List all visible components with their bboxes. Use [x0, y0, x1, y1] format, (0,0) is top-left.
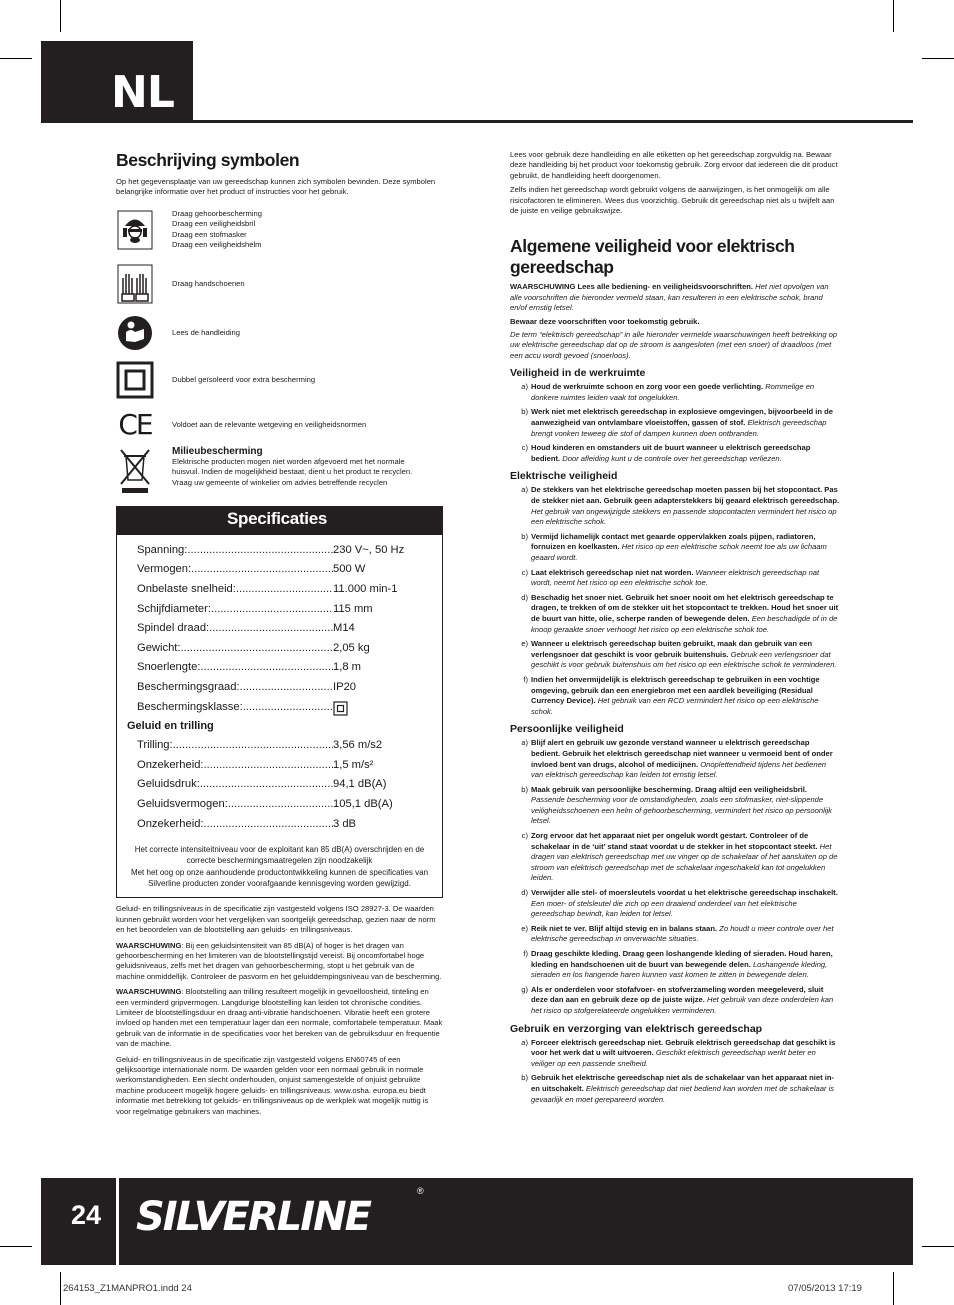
noise-note-2: Geluid- en trillingsniveaus in de specificatie zijn vastgesteld volgens EN60745 of een gelijksoortige internationale norm. De waarden gelden voor een normaal gebruik in normale werkomstandigheden. Een slecht onderhouden, onjuist samengestelde of onjuist gebruikte machine produceert mogelijk hogere geluids- en trillingsniveaus. www.osha. europa.eu biedt informatie met betrekking tot geluids- en trillingsniveaus op de werkplek wat mogelijk nuttig is voor regelmatige gebruikers van machines.	[116, 1054, 429, 1116]
item-bold: Reik niet te ver. Blijf altijd stevig en in balans staan.	[531, 923, 718, 933]
intro-paragraph: Zelfs indien het gereedschap wordt gebruikt volgens de aanwijzingen, is het onmogelijk om alle risicofactoren te elimineren. Wees dus voorzichtig. Gebruik dit gereedschap niet als u twijfelt aan de juiste en veilige gebruikswijze.	[510, 185, 835, 216]
section-title: Veiligheid in de werkruimte	[510, 367, 646, 380]
crop-mark	[922, 1246, 954, 1247]
symbols-intro: Op het gegevensplaatje van uw gereedschap kunnen zich symbolen bevinden. Deze symbolen belangrijke informatie over het product of instructies voor het gebruik.	[116, 177, 436, 197]
item-bold: Indien het onvermijdelijk is elektrisch gereedschap te gebruiken in een vochtige omgeving, gebruik dan een energiebron met een aardlek beveiliging (Residual Currency Device).	[531, 674, 820, 706]
spec-value: M14	[333, 622, 355, 635]
safety-item	[510, 485, 840, 527]
item-italic: Een beschadigde of in de knoop geraakte snoer verhoogt het risico op een elektrische schok toe.	[531, 613, 838, 634]
spec-label: Beschermingsgraad: .....	[137, 678, 333, 698]
item-body	[531, 924, 840, 945]
item-italic: Het gebruik van een RCD vermindert het risico op een elektrische schok.	[531, 696, 819, 716]
item-key: f)	[523, 674, 528, 684]
safety-item	[510, 924, 840, 945]
spec-label: Schijfdiameter: .....	[137, 600, 333, 620]
item-bold: De stekkers van het elektrische gereedschap moeten passen bij het stopcontact. Pas de stekker niet aan. Gebruik geen adapterstekkers bij geaard elektrisch gereedschap.	[531, 485, 840, 506]
item-italic: Een moer- of stelsleutel die zich op een draaiend onderdeel van het elektrische gereedschap bevindt, kan leiden tot letsel.	[531, 898, 797, 919]
spec-value: 1,5 m/s²	[333, 758, 374, 771]
spec-label: Onbelaste snelheid: .....	[137, 580, 333, 600]
item-body	[531, 738, 840, 780]
section-title: Elektrische veiligheid	[510, 470, 618, 483]
item-bold: Houd kinderen en omstanders uit de buurt wanneer u elektrisch gereedschap bedient.	[531, 443, 811, 463]
spec-row	[117, 580, 442, 600]
item-bold: Als er onderdelen voor stofafvoer- en stofverzameling worden meegeleverd, sluit deze dan aan en gebruik deze op de juiste wijze.	[531, 984, 824, 1005]
ppe-line: Draag een stofmasker	[172, 229, 247, 239]
item-key: b)	[521, 1073, 528, 1083]
ppe-line: Draag gehoorbescherming	[172, 209, 262, 218]
safety-item	[510, 382, 840, 403]
item-italic: Het dragen van elektrisch gereedschap met uw vinger op de schakelaar of het aansluiten op de stroom van elektrisch gereedschap met de schakelaar ingeschakeld kan tot ongelukken leiden.	[531, 841, 838, 883]
item-body	[531, 382, 840, 403]
symbols-title: Beschrijving symbolen	[116, 150, 300, 170]
general-safety-title: Algemene veiligheid voor elektrisch gereedschap	[510, 236, 795, 278]
safety-sections	[510, 367, 840, 1105]
item-bold: Forceer elektrisch gereedschap niet. Gebruik elektrisch gereedschap dat geschikt is voor het werk dat u wilt uitvoeren.	[531, 1037, 836, 1058]
item-key: a)	[521, 1037, 528, 1047]
spec-row	[117, 698, 442, 718]
warning-paragraph	[510, 282, 840, 313]
crop-mark	[0, 1246, 32, 1247]
spec-label: Geluidsvermogen: .....	[137, 795, 333, 815]
spec-row	[117, 736, 442, 756]
ce-text: Voldoet aan de relevante wetgeving en veiligheidsnormen	[172, 419, 367, 429]
spec-label: Beschermingsklasse: .....	[137, 698, 333, 718]
gloves-icon	[116, 265, 154, 303]
item-body	[531, 1073, 840, 1105]
item-body	[531, 785, 840, 827]
ppe-icon	[116, 211, 154, 249]
item-body	[531, 639, 840, 671]
noise-note-1: Geluid- en trillingsniveaus in de specificatie zijn vastgesteld volgens ISO 28927-3. De waarden kunnen gebruikt worden voor het vergelijken van soortgelijk gereedschap, gezien naar de norm en het beoordelen van de blootstelling aan geluids- en trillingsniveaus.	[116, 904, 436, 935]
section-title: Gebruik en verzorging van elektrisch gereedschap	[510, 1022, 763, 1035]
vibration-warning	[116, 987, 443, 1049]
item-italic: Door afleiding kunt u de controle over het gereedschap verliezen.	[560, 453, 782, 463]
ppe-line: Draag een veiligheidsbril	[172, 219, 256, 229]
item-body	[531, 985, 840, 1017]
safety-item	[510, 443, 840, 464]
specifications-title: Specificaties	[117, 507, 442, 535]
weee-bin-icon	[116, 446, 154, 494]
spec-label: Spanning: .....	[137, 541, 333, 561]
spec-value: 1,8 m	[333, 661, 361, 674]
spec-row	[117, 678, 442, 698]
double-insulated-icon	[116, 361, 154, 399]
warning-italic: Het niet opvolgen van alle voorschriften die hieronder vermeld staan, kan resulteren in een elektrische schok, brand en/of ernstig letsel.	[510, 282, 829, 313]
safety-item	[510, 785, 840, 827]
spec-row	[117, 795, 442, 815]
crop-mark	[922, 58, 954, 59]
intro-paragraph: Lees voor gebruik deze handleiding en alle etiketten op het gereedschap zorgvuldig na. Bewaar deze handleiding bij het product voor toekomstig gebruik. Zorg ervoor dat iedereen die dit product gebruikt, de handleiding heeft doorgenomen.	[510, 150, 838, 180]
spec-row	[117, 619, 442, 639]
weee-text: Elektrische producten mogen niet worden afgevoerd met het normale huisvuil. Indien de mogelijkheid bestaat, dient u het product te recyclen. Vraag uw gemeente of winkelier om advies betreffende recyclen	[172, 456, 413, 487]
spec-label: Vermogen: .....	[137, 560, 333, 580]
item-key: a)	[521, 485, 528, 495]
spec-note: Het correcte intensiteitniveau voor de exploitant kan 85 dB(A) overschrijden en de correcte beschermingsmaatregelen zijn noodzakelijk Met het oog op onze aanhoudende productontwikkeling kunnen de specificaties van Silverline producten zonder voorafgaande kennisgeving worden gewijzigd.	[130, 845, 429, 889]
item-italic: Onoplettendheid tijdens het bedienen van elektrisch gereedschap kan leiden tot ernstig letsel.	[531, 759, 827, 780]
item-body	[531, 443, 840, 464]
right-column	[510, 150, 840, 1109]
item-body	[531, 949, 840, 981]
warning-label: WAARSCHUWING	[116, 987, 182, 997]
item-italic: Rommelige en donkere ruimtes leiden vaak tot ongelukken.	[531, 382, 815, 402]
item-italic: Wanneer elektrisch gereedschap nat wordt, neemt het risico op een elektrische schok toe.	[531, 567, 820, 588]
item-italic: Elektrisch gereedschap brengt vonken teweeg die stof of dampen kunnen doen ontbranden.	[531, 418, 827, 438]
manual-text: Lees de handleiding	[172, 327, 240, 337]
item-key: c)	[521, 567, 528, 577]
item-key: a)	[521, 382, 528, 392]
item-italic: Passende bescherming voor de omstandigheden, zoals een stofmasker, niet-slippende veiligheidsschoenen een helm of gehoorbescherming, vermindert het risico op persoonlijk letsel.	[531, 795, 832, 826]
keep-instructions: Bewaar deze voorschriften voor toekomstig gebruik.	[510, 316, 700, 326]
safety-item	[510, 888, 840, 920]
item-bold: Vermijd lichamelijk contact met geaarde oppervlakken zoals pijpen, radiatoren, fornuizen en koelkasten.	[531, 531, 816, 552]
class-ii-icon	[333, 701, 348, 716]
safety-item	[510, 1073, 840, 1105]
item-bold: Houd de werkruimte schoon en zorg voor een goede verlichting.	[531, 382, 764, 392]
item-body	[531, 888, 840, 920]
spec-value: IP20	[333, 680, 357, 693]
language-tab: NL	[41, 41, 193, 123]
specifications-box	[116, 506, 443, 899]
ppe-line: Draag een veiligheidshelm	[172, 240, 262, 250]
item-key: c)	[521, 443, 528, 453]
warning-text: : Bij een geluidsintensiteit van 85 dB(A) of hoger is het dragen van gehoorbescherming en het limiteren van de blootstellingstijd vereist. Bij oncomfortabel hoge geluidsniveaus, zelfs met het dragen van gehoorbescherming, stopt u het gebruik van de machine onmiddellijk. Controleer de pasvorm en het geluiddempingsniveau van de bescherming.	[116, 940, 442, 981]
item-italic: Loshangende kleding, sieraden en los hangende haren kunnen vast komen te zitten in bewegende delen.	[531, 959, 828, 980]
item-bold: Wanneer u elektrisch gereedschap buiten gebruikt, maak dan gebruik van een verlengsnoer dat geschikt is voor gebruik buitenshuis.	[531, 639, 813, 659]
spec-value: 3 dB	[333, 817, 357, 830]
item-body	[531, 532, 840, 564]
page-number: 24	[71, 1200, 102, 1230]
crop-mark	[0, 58, 32, 59]
item-italic: Het risico op een elektrische schok neemt toe als uw lichaam geaard wordt.	[531, 542, 827, 562]
double-insulated-text: Dubbel geïsoleerd voor extra bescherming	[172, 374, 316, 384]
slug-file: 264153_Z1MANPRO1.indd 24	[63, 1283, 192, 1294]
item-italic: Geschikt elektrisch gereedschap werkt beter en veiliger op een passende snelheid.	[531, 1048, 816, 1068]
crop-mark	[893, 1272, 894, 1305]
symbol-weee	[116, 446, 443, 494]
crop-mark	[60, 1272, 61, 1305]
weee-title: Milieubescherming	[172, 445, 263, 457]
item-bold: Gebruik het elektrische gereedschap niet als de schakelaar van het apparaat niet in- en uitschakelt.	[531, 1073, 835, 1093]
section-title: Persoonlijke veiligheid	[510, 723, 624, 736]
spec-row	[117, 541, 442, 561]
item-italic: Gebruik een verlengsnoer dat geschikt is voor gebruik buitenshuis om het risico op een elektrische schok te verminderen.	[531, 649, 837, 670]
safety-item	[510, 949, 840, 981]
spec-label: Trilling: .....	[137, 736, 333, 756]
ce-mark-icon: CE	[118, 408, 152, 442]
sound-vibration-title: Geluid en trilling	[127, 720, 214, 733]
spec-value: 115 mm	[333, 602, 373, 615]
safety-item	[510, 532, 840, 564]
item-body	[531, 831, 840, 884]
item-key: e)	[521, 923, 528, 933]
footer-bar	[41, 1178, 913, 1265]
item-bold: Maak gebruik van persoonlijke bescherming. Draag altijd een veiligheidsbril.	[531, 784, 807, 794]
item-bold: Verwijder alle stel- of moersleutels voordat u het elektrische gereedschap inschakelt.	[531, 888, 838, 898]
item-key: a)	[521, 738, 528, 748]
spec-row	[117, 600, 442, 620]
item-body	[531, 675, 840, 717]
safety-item	[510, 738, 840, 780]
item-key: e)	[521, 639, 528, 649]
item-bold: Laat elektrisch gereedschap niet nat worden.	[531, 567, 694, 577]
item-key: d)	[521, 888, 528, 898]
item-italic: Elektrisch gereedschap dat niet bediend kan worden met de schakelaar is gevaarlijk en moet gerepareerd worden.	[531, 1083, 835, 1104]
crop-mark	[893, 0, 894, 32]
spec-row	[117, 560, 442, 580]
safety-item	[510, 1038, 840, 1070]
safety-item	[510, 639, 840, 671]
symbol-manual	[116, 314, 443, 352]
item-key: g)	[521, 984, 528, 994]
safety-item	[510, 985, 840, 1017]
left-column	[116, 150, 443, 1117]
spec-value: 230 V~, 50 Hz	[333, 543, 405, 556]
slug-date: 07/05/2013 17:19	[788, 1283, 862, 1294]
noise-warning	[116, 941, 443, 983]
spec-label: Onzekerheid: .....	[137, 756, 333, 776]
spec-label: Snoerlengte: .....	[137, 658, 333, 678]
header-rule	[193, 120, 913, 123]
spec-row	[117, 756, 442, 776]
item-body	[531, 568, 840, 589]
spec-value: 2,05 kg	[333, 641, 370, 654]
spec-value: 94,1 dB(A)	[333, 778, 387, 791]
spec-label: Onzekerheid: .....	[137, 815, 333, 835]
read-manual-icon	[116, 314, 154, 352]
spec-value: 105,1 dB(A)	[333, 797, 393, 810]
gloves-text: Draag handschoenen	[172, 278, 245, 288]
item-bold: Blijf alert en gebruik uw gezonde verstand wanneer u elektrisch gereedschap bedient. Gebruik het elektrisch gereedschap niet wanneer u vermoeid bent of onder invloed bent van drugs, alcohol of medicijnen.	[531, 738, 833, 769]
term-definition: De term “elektrisch gereedschap” in alle hieronder vermelde waarschuwingen heeft betrekking op uw elektrische gereedschap dat op de stroom is aangesloten (met een snoer) of draadloos (met een accu wordt gevoed (snoerloos).	[510, 330, 838, 360]
item-bold: Beschadig het snoer niet. Gebruik het snoer nooit om het elektrisch gereedschap te dragen, te trekken of om de stekker uit het stopcontact te trekken. Houd het snoer uit de buurt van hitte, olie, scherpe randen of bewegende delen.	[531, 592, 839, 623]
item-body	[531, 407, 840, 439]
weee-text-block	[172, 446, 434, 488]
crop-mark	[60, 0, 61, 32]
item-key: b)	[521, 784, 528, 794]
item-key: c)	[521, 831, 528, 841]
warning-text: : Blootstelling aan trilling resulteert mogelijk in gevoelloosheid, tinteling en een verminderd gripvermogen. Langdurige blootstelling kan leiden tot chronische condities. Limiteer de blootstellingsduur en draag anti-vibratie handschoenen. Vibratie heeft een grotere invloed op handen met een temperatuur lager dan een normale, comfortabele temperatuur. Maak gebruik van de informatie in de specificaties voor het bereken van de gebruiksduur en frequentie van de machine.	[116, 987, 443, 1049]
item-body	[531, 1038, 840, 1070]
warning-label: WAARSCHUWING	[116, 940, 182, 950]
item-italic: Het gebruik van ongewijzigde stekkers en passende stopcontacten vermindert het risico op een elektrische schok.	[531, 506, 837, 527]
item-key: b)	[521, 407, 528, 417]
spec-label: Geluidsdruk: .....	[137, 775, 333, 795]
item-bold: Draag geschikte kleding. Draag geen loshangende kleding of sieraden. Houd haren, kleding en handschoenen uit de buurt van bewegende delen.	[531, 949, 833, 969]
item-key: b)	[521, 531, 528, 541]
item-bold: Zorg ervoor dat het apparaat niet per ongeluk wordt gestart. Controleer of de schakelaar in de ‘uit’ stand staat voordat u de stekker in het stopcontact steekt.	[531, 831, 818, 851]
spec-value: 3,56 m/s2	[333, 739, 383, 752]
spec-row	[117, 775, 442, 795]
item-italic: Zo houdt u meer controle over het elektrische gereedschap in onverwachte situaties.	[531, 923, 834, 944]
symbol-gloves	[116, 263, 443, 305]
spec-row	[117, 658, 442, 678]
item-bold: Werk niet met elektrisch gereedschap in explosieve omgevingen, bijvoorbeeld in de aanwezigheid van ontvlambare vloeistoffen, gassen of stof.	[531, 407, 834, 428]
safety-item	[510, 593, 840, 635]
item-body	[531, 593, 840, 635]
safety-item	[510, 407, 840, 439]
silverline-logo: SILVERLINE	[136, 1194, 370, 1240]
safety-item	[510, 675, 840, 717]
safety-item	[510, 831, 840, 884]
spec-value: 11.000 min-1	[333, 583, 398, 595]
spec-row	[117, 815, 442, 835]
registered-mark: ®	[417, 1186, 424, 1196]
item-body	[531, 485, 840, 527]
footer-divider	[116, 1178, 119, 1265]
item-italic: Het gebruik van deze onderdelen kan het risico op stofgerelateerde ongelukken verminderen.	[531, 995, 834, 1015]
symbol-double-insulated	[116, 360, 443, 400]
item-key: f)	[523, 949, 528, 958]
spec-value: 500 W	[333, 563, 366, 576]
ppe-text	[172, 209, 262, 251]
safety-item	[510, 568, 840, 589]
item-key: d)	[521, 592, 528, 602]
spec-row	[117, 639, 442, 659]
symbol-ce	[116, 406, 443, 444]
symbol-ppe	[116, 206, 443, 254]
spec-label: Gewicht: .....	[137, 639, 333, 659]
warning-bold: WAARSCHUWING Lees alle bediening- en veiligheidsvoorschriften.	[510, 282, 754, 292]
spec-label: Spindel draad: .....	[137, 619, 333, 639]
